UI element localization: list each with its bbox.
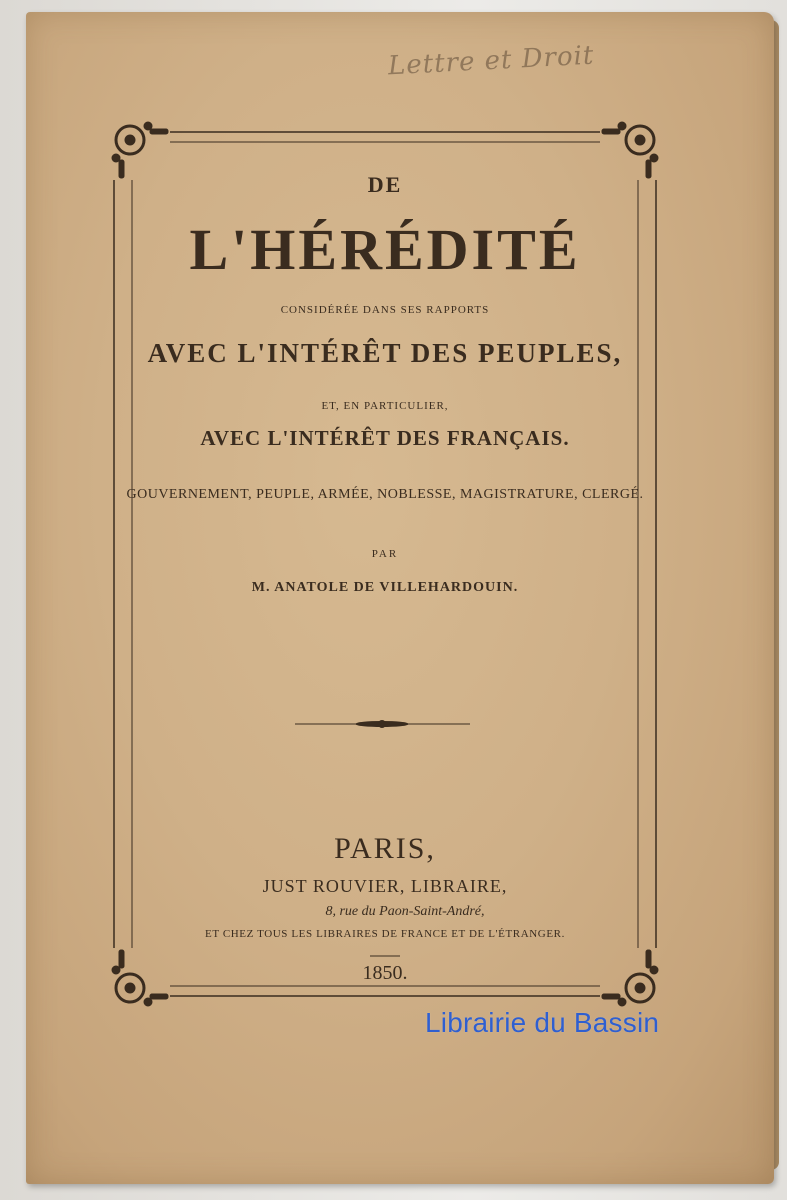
author-name: M. ANATOLE DE VILLEHARDOUIN. [251, 580, 519, 595]
distribution-note: ET CHEZ TOUS LES LIBRAIRES DE FRANCE ET DE L'ÉTRANGER. [205, 928, 565, 940]
subtitle-considered: CONSIDÉRÉE DANS SES RAPPORTS [280, 304, 490, 316]
title-page-text [110, 120, 660, 1008]
handwritten-pencil-note: Lettre et Droit [387, 40, 596, 82]
subject-list: GOUVERNEMENT, PEUPLE, ARMÉE, NOBLESSE, MAGISTRATURE, CLERGÉ. [126, 487, 644, 502]
publisher-name: JUST ROUVIER, LIBRAIRE, [262, 876, 508, 896]
subtitle-in-particular: ET, EN PARTICULIER, [321, 400, 449, 412]
seller-watermark: Librairie du Bassin [425, 1007, 660, 1038]
subtitle-french: AVEC L'INTÉRÊT DES FRANÇAIS. [200, 426, 570, 450]
main-title: L'HÉRÉDITÉ [189, 217, 581, 282]
by-label: PAR [371, 548, 399, 560]
subtitle-peoples: AVEC L'INTÉRÊT DES PEUPLES, [147, 338, 623, 368]
publication-city: PARIS, [334, 832, 436, 865]
publisher-address: 8, rue du Paon-Saint-André, [325, 904, 485, 919]
title-prefix: DE [367, 172, 403, 197]
publication-year: 1850. [362, 962, 408, 984]
